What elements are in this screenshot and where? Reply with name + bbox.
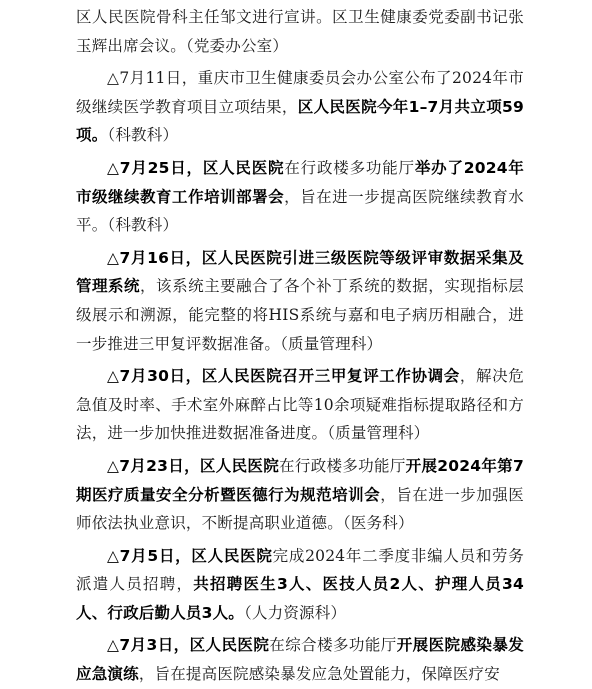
text-segment: 完成2024年二季度非编人员和劳务派遣人员招聘， (76, 546, 524, 594)
paragraph-7 (76, 542, 524, 628)
text-segment: ，旨在进一步加强医师依法执业意识，不断提高职业道德。（医务科） (76, 485, 524, 533)
bold-segment: △7月5日，区人民医院 (107, 546, 273, 565)
paragraph-2 (76, 64, 524, 150)
text-segment: 在行政楼多功能厅 (279, 456, 406, 475)
bold-segment: △7月3日，区人民医院 (107, 636, 270, 655)
paragraph-6 (76, 452, 524, 538)
text-segment: ，旨在进一步提高医院继续教育水平。（科教科） (76, 187, 524, 235)
text-segment: 在综合楼多功能厅 (269, 636, 397, 655)
bold-segment: △7月25日，区人民医院 (107, 158, 285, 177)
text-segment: ，解决危急值及时率、手术室外麻醉占比等10余项疑难指标提取路径和方法，进一步加快推进数据准备进度。（质量管理科） (76, 367, 524, 443)
bold-segment: 区人民医院今年1–7月共立项59项。 (76, 97, 524, 145)
text-segment: △7月11日，重庆市卫生健康委员会办公室公布了2024年市级继续医学教育项目立项结果， (76, 69, 524, 116)
paragraph-3 (76, 154, 524, 240)
paragraph-4 (76, 244, 524, 358)
document-page (76, 0, 524, 689)
text-segment: （人力资源科） (244, 603, 347, 622)
paragraph-8 (76, 631, 524, 688)
bold-segment: 开展医院感染暴发应急演练 (76, 636, 524, 684)
bold-segment: △7月16日，区人民医院引进三级医院等级评审数据采集及管理系统 (76, 248, 524, 296)
bold-segment: 共招聘医生3人、医技人员2人、护理人员34人、行政后勤人员3人。 (76, 575, 525, 622)
text-segment: （科教科） (107, 126, 179, 145)
bold-segment: △7月23日，区人民医院 (107, 456, 280, 475)
text-segment: 在行政楼多功能厅 (284, 158, 415, 177)
paragraph-1 (76, 0, 524, 60)
text-segment: ，旨在提高医院感染暴发应急处置能力，保障医疗安 (138, 665, 500, 684)
text-segment: ，该系统主要融合了各个补丁系统的数据，实现指标层级展示和溯源，能完整的将HIS系统与嘉和电子病历相融合，进一步推进三甲复评数据准备。（质量管理科） (76, 277, 524, 353)
text-segment: 区人民医院骨科主任邹文进行宣讲。区卫生健康委党委副书记张玉辉出席会议。（党委办公室） (76, 8, 524, 55)
bold-segment: △7月30日，区人民医院召开三甲复评工作协调会 (107, 367, 460, 386)
bold-segment: 举办了2024年市级继续教育工作培训部署会 (76, 158, 524, 206)
paragraph-5 (76, 362, 524, 448)
bold-segment: 开展2024年第7期医疗质量安全分析暨医德行为规范培训会 (76, 456, 524, 504)
